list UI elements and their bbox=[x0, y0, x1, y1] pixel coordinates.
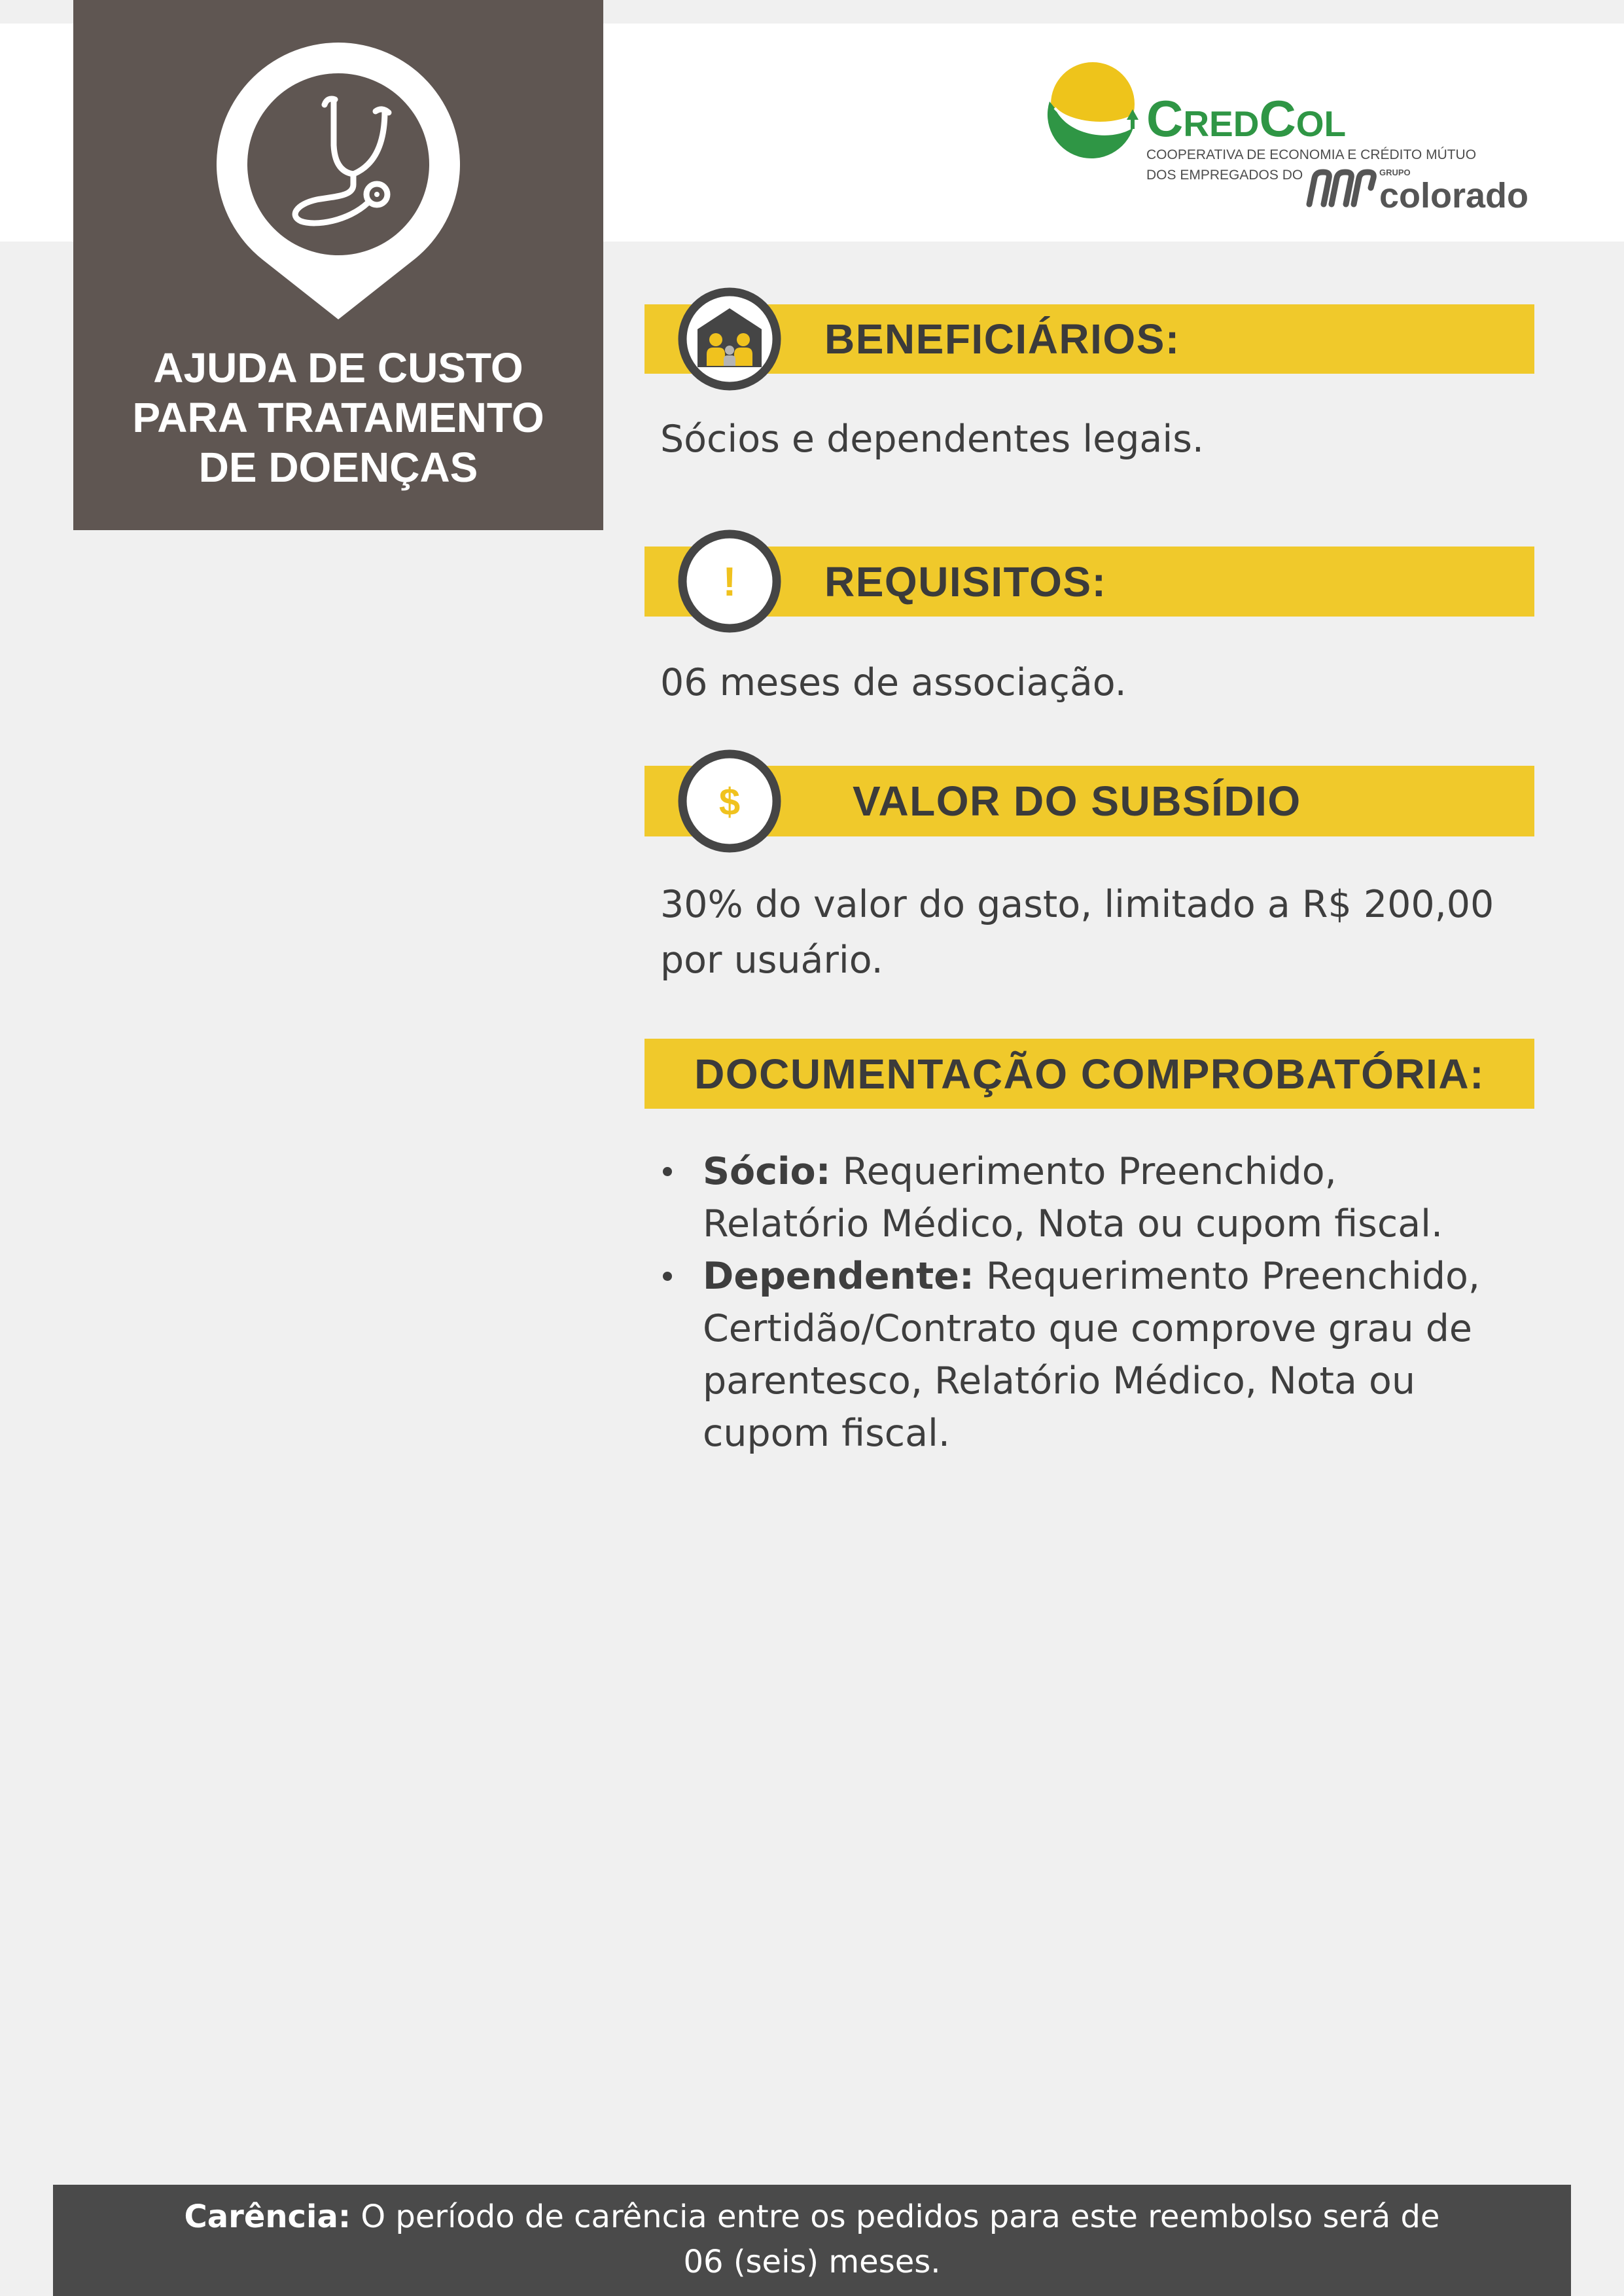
footer-notice bbox=[53, 2185, 1571, 2296]
requisitos-text: 06 meses de associação. bbox=[660, 661, 1127, 704]
brand-name: CredCol bbox=[1146, 90, 1347, 147]
list-item bbox=[703, 1145, 1508, 1250]
stethoscope-pin-icon bbox=[73, 0, 603, 334]
group-label: GRUPO bbox=[1379, 168, 1411, 177]
title-line: AJUDA DE CUSTO bbox=[153, 344, 523, 391]
dollar-glyph: $ bbox=[718, 781, 741, 823]
item-label: Dependente: bbox=[703, 1255, 974, 1298]
beneficiarios-text: Sócios e dependentes legais. bbox=[660, 418, 1205, 461]
footer-label: Carência: bbox=[184, 2198, 351, 2235]
dollar-icon bbox=[674, 745, 785, 857]
section-header-documentacao bbox=[644, 1039, 1534, 1109]
page-title bbox=[73, 343, 603, 492]
title-line: DE DOENÇAS bbox=[198, 444, 478, 491]
brand-tagline: COOPERATIVA DE ECONOMIA E CRÉDITO MÚTUO bbox=[1146, 147, 1477, 162]
item-label: Sócio: bbox=[703, 1150, 831, 1193]
section-heading: DOCUMENTAÇÃO COMPROBATÓRIA: bbox=[694, 1050, 1485, 1098]
bullet-icon bbox=[663, 1272, 672, 1281]
list-item bbox=[703, 1250, 1508, 1460]
credcol-logo-icon bbox=[1040, 56, 1145, 160]
title-line: PARA TRATAMENTO bbox=[132, 394, 544, 441]
exclamation-icon bbox=[674, 526, 785, 637]
bullet-icon bbox=[663, 1167, 672, 1176]
section-heading: VALOR DO SUBSÍDIO bbox=[853, 778, 1301, 825]
brand-tagline: DOS EMPREGADOS DO bbox=[1146, 168, 1303, 183]
family-house-icon bbox=[674, 283, 785, 395]
group-logo-mark-icon bbox=[1305, 168, 1377, 208]
section-heading: BENEFICIÁRIOS: bbox=[824, 315, 1180, 363]
item-text: Requerimento Preenchido, Certidão/Contrato que comprove grau de parentesco, Relatório Médico, Nota ou cupom fiscal. bbox=[703, 1255, 1481, 1455]
documentation-list bbox=[703, 1145, 1508, 1460]
hero-panel bbox=[73, 0, 603, 530]
group-name: colorado bbox=[1379, 176, 1529, 215]
footer-line1: O período de carência entre os pedidos para este reembolso será de bbox=[361, 2198, 1440, 2235]
exclamation-glyph: ! bbox=[722, 560, 737, 605]
footer-line2: 06 (seis) meses. bbox=[683, 2244, 941, 2280]
credcol-logo bbox=[1040, 56, 1538, 219]
item-text: Requerimento Preenchido, Relatório Médico, Nota ou cupom fiscal. bbox=[703, 1150, 1443, 1246]
valor-text: 30% do valor do gasto, limitado a R$ 200,00 por usuário. bbox=[660, 883, 1494, 982]
footer-text bbox=[53, 2195, 1571, 2285]
section-heading: REQUISITOS: bbox=[824, 558, 1107, 605]
